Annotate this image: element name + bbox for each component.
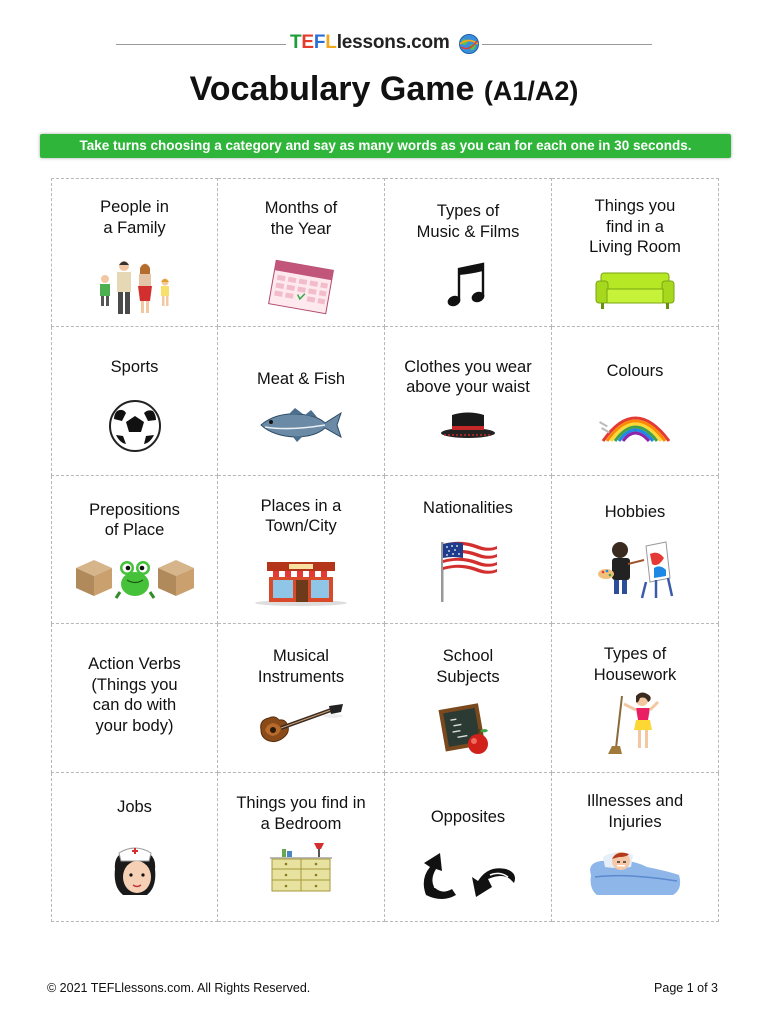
category-card: [218, 773, 385, 922]
category-label-line: (Things you: [91, 675, 178, 694]
category-label: [389, 498, 547, 519]
category-label-line: Things you: [594, 197, 676, 215]
category-card: [51, 624, 218, 773]
level-text: (A1/A2): [483, 76, 579, 106]
category-label-line: Types of: [603, 645, 667, 664]
category-label-line: Types of: [436, 202, 500, 220]
category-label: [222, 496, 380, 537]
category-label-line: Sports: [110, 357, 159, 376]
category-label-line: Places in a: [260, 496, 342, 515]
category-card: [51, 327, 218, 476]
category-label-line: Meat & Fish: [256, 369, 346, 388]
brand-letter-f: F: [313, 32, 326, 53]
hat-icon: [385, 409, 551, 441]
category-label: [56, 797, 213, 818]
category-card: [218, 327, 385, 476]
brand-logo: [290, 32, 480, 56]
category-label-line: Months of: [264, 199, 338, 217]
instructions-banner: Take turns choosing a category and say as many words as you can for each one in 30 seconds.: [40, 134, 731, 158]
category-label: [389, 807, 547, 828]
category-label: [222, 793, 380, 834]
category-card: [552, 624, 719, 773]
page-title: [0, 70, 768, 109]
page-number: Page 1 of 3: [654, 981, 718, 995]
category-label: [556, 791, 714, 832]
shop-icon: [218, 556, 384, 606]
dresser-icon: [218, 841, 384, 893]
category-card: [218, 476, 385, 625]
category-label-line: Instruments: [257, 667, 345, 686]
category-grid: [51, 178, 719, 922]
category-card: [385, 178, 552, 327]
category-label: [556, 502, 714, 523]
page-header: [0, 32, 768, 56]
soccer-ball-icon: [52, 399, 217, 453]
category-label-line: Music & Films: [416, 222, 520, 241]
category-label: [556, 196, 714, 258]
nurse-icon: [52, 843, 217, 899]
category-label-line: a Family: [103, 218, 166, 237]
category-label-line: a Bedroom: [260, 814, 342, 833]
category-card: [51, 178, 218, 327]
category-label: [389, 646, 547, 687]
category-label-line: Jobs: [117, 798, 152, 817]
category-card: [51, 773, 218, 922]
category-label-line: People in: [100, 198, 169, 216]
category-card: [385, 624, 552, 773]
chalkboard-apple-icon: [385, 702, 551, 758]
guitar-icon: [218, 702, 384, 746]
category-label: [556, 644, 714, 685]
category-label: [556, 361, 714, 382]
category-label-line: Opposites: [430, 808, 506, 827]
category-card: [385, 773, 552, 922]
category-label-line: your body): [95, 716, 174, 735]
category-card: [218, 624, 385, 773]
category-label-line: Clothes you wear: [404, 357, 532, 376]
header-rule-right: [482, 44, 652, 45]
category-card: [552, 178, 719, 327]
category-label-line: Colours: [606, 361, 664, 380]
brand-letter-e: E: [301, 32, 314, 53]
fish-icon: [218, 407, 384, 443]
category-card: [552, 327, 719, 476]
family-icon: [52, 257, 217, 319]
category-label-line: Town/City: [265, 517, 337, 536]
sick-person-icon: [552, 845, 718, 897]
category-label-line: Musical: [273, 647, 329, 666]
painter-icon: [552, 538, 718, 600]
category-label: [56, 197, 213, 238]
category-label-line: Prepositions: [89, 500, 180, 519]
category-label-line: Illnesses and: [586, 792, 684, 811]
category-label: [56, 654, 213, 736]
category-label-line: Living Room: [589, 238, 681, 256]
category-label-line: of Place: [104, 521, 165, 540]
globe-icon: [458, 33, 480, 55]
sweeping-woman-icon: [552, 690, 718, 754]
category-card: [385, 327, 552, 476]
header-rule-left: [116, 44, 286, 45]
category-label-line: Housework: [593, 665, 677, 684]
category-label-line: School: [442, 647, 494, 666]
category-label: [56, 357, 213, 378]
category-label: [389, 201, 547, 242]
category-card: [218, 178, 385, 327]
category-label-line: Things you find in: [236, 794, 366, 813]
brand-letter-t: T: [290, 32, 302, 53]
category-label-line: Hobbies: [604, 502, 666, 521]
category-label-line: the Year: [270, 219, 332, 238]
music-note-icon: [385, 261, 551, 309]
category-label-line: Subjects: [436, 667, 500, 686]
frog-boxes-icon: [52, 554, 217, 600]
category-label: [389, 357, 547, 398]
category-card: [552, 773, 719, 922]
arrows-icon: [385, 849, 551, 899]
flag-icon: [385, 540, 551, 602]
category-label-line: can do with: [92, 696, 177, 715]
category-label: [56, 500, 213, 541]
category-card: [385, 476, 552, 625]
brand-letter-l: L: [325, 32, 337, 53]
category-label: [222, 198, 380, 239]
category-label-line: above your waist: [406, 378, 530, 397]
brand-domain: lessons.com: [336, 32, 450, 53]
category-label-line: Action Verbs: [88, 655, 181, 674]
category-label-line: Injuries: [608, 812, 662, 831]
category-label: [222, 369, 380, 390]
category-label-line: find in a: [606, 217, 664, 236]
category-card: [552, 476, 719, 625]
sofa-icon: [552, 271, 718, 311]
category-label: [222, 646, 380, 687]
copyright-text: © 2021 TEFLlessons.com. All Rights Reserved.: [47, 981, 311, 995]
rainbow-icon: [552, 403, 718, 443]
category-label-line: Nationalities: [423, 498, 513, 517]
calendar-icon: [218, 259, 384, 315]
title-text: Vocabulary Game: [189, 70, 475, 108]
category-card: [51, 476, 218, 625]
